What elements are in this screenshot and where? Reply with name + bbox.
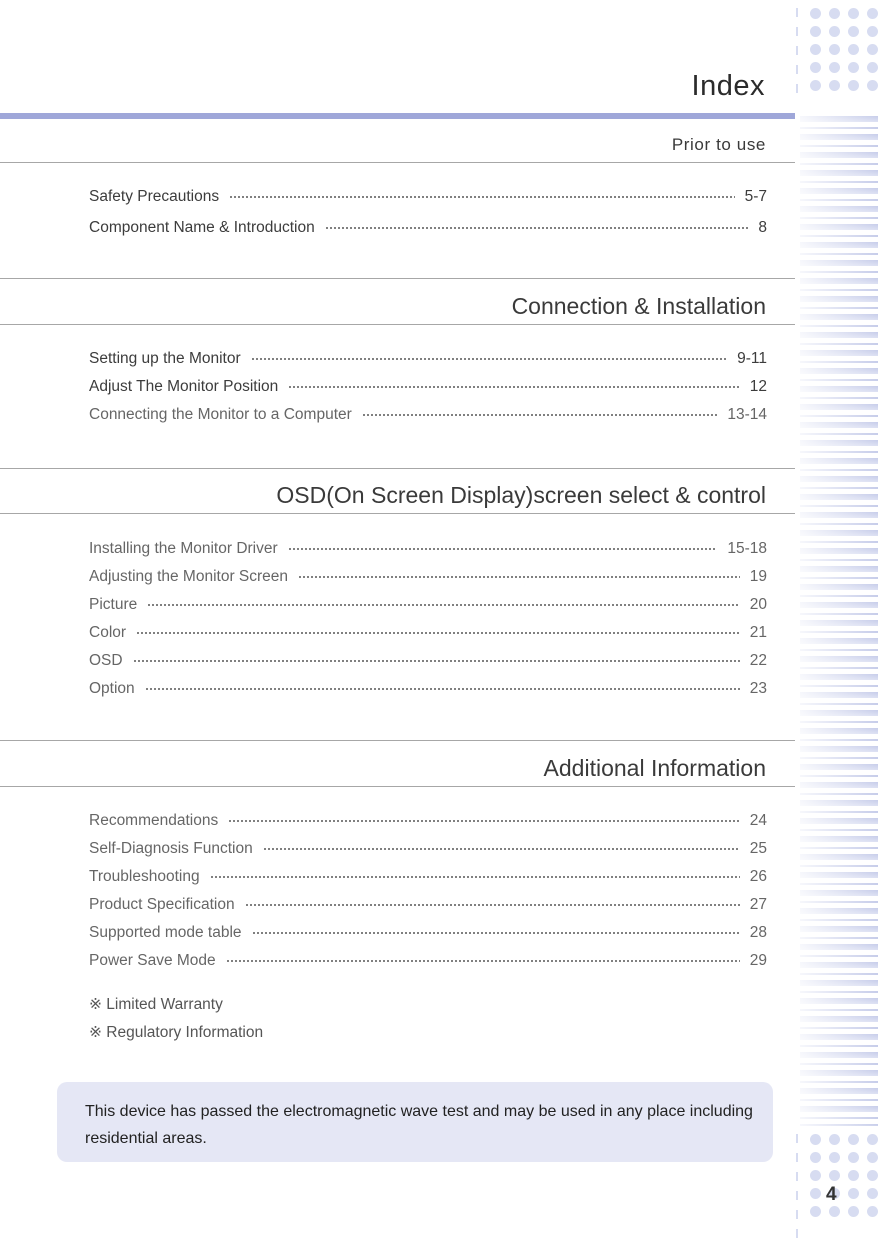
toc-entry-page: 27 bbox=[749, 896, 767, 913]
toc-entry-page: 24 bbox=[749, 812, 767, 829]
dot-leader bbox=[245, 904, 740, 906]
toc-entry[interactable] bbox=[89, 538, 767, 560]
toc-entry-page: 15-18 bbox=[727, 540, 767, 557]
dot-leader bbox=[229, 196, 734, 198]
section-title-connection: Connection & Installation bbox=[511, 293, 766, 319]
emc-notice-text: This device has passed the electromagnetic wave test and may be used in any place including residential areas. bbox=[85, 1103, 753, 1147]
toc-entry[interactable] bbox=[89, 348, 767, 370]
divider bbox=[0, 513, 795, 514]
toc-entry-label: OSD bbox=[89, 652, 123, 669]
toc-entry-label: Connecting the Monitor to a Computer bbox=[89, 406, 352, 423]
page-title: Index bbox=[691, 70, 765, 102]
toc-entry-page: 26 bbox=[749, 868, 767, 885]
toc-entry[interactable] bbox=[89, 678, 767, 700]
toc-entry[interactable] bbox=[89, 866, 767, 888]
toc-entry-label: Installing the Monitor Driver bbox=[89, 540, 278, 557]
toc-entry-page: 13-14 bbox=[727, 406, 767, 423]
toc-entry[interactable] bbox=[89, 404, 767, 426]
toc-entry-page: 20 bbox=[749, 596, 767, 613]
toc-entry[interactable] bbox=[89, 810, 767, 832]
toc-entry-label: Picture bbox=[89, 596, 138, 613]
toc-entry-page: 28 bbox=[749, 924, 767, 941]
dot-leader bbox=[136, 632, 740, 634]
divider bbox=[0, 468, 795, 469]
section-title-prior-to-use: Prior to use bbox=[671, 135, 766, 154]
toc-entry-page: 23 bbox=[749, 680, 767, 697]
decorative-side-strip bbox=[792, 0, 878, 1240]
dot-leader bbox=[226, 960, 740, 962]
toc-entry[interactable] bbox=[89, 594, 767, 616]
toc-entry[interactable] bbox=[89, 650, 767, 672]
toc-entry-label: Setting up the Monitor bbox=[89, 350, 241, 367]
title-rule bbox=[0, 113, 795, 119]
toc-entry[interactable] bbox=[89, 186, 767, 208]
toc-entry-label: Recommendations bbox=[89, 812, 219, 829]
toc-entry-label: Adjust The Monitor Position bbox=[89, 378, 279, 395]
dot-leader bbox=[298, 576, 740, 578]
toc-entry-label: Adjusting the Monitor Screen bbox=[89, 568, 289, 585]
toc-entry[interactable] bbox=[89, 922, 767, 944]
toc-entry-label: Self-Diagnosis Function bbox=[89, 840, 253, 857]
emc-notice-box bbox=[57, 1082, 773, 1162]
dot-leader bbox=[147, 604, 740, 606]
toc-entry[interactable] bbox=[89, 894, 767, 916]
dot-pattern-top bbox=[792, 0, 878, 110]
divider bbox=[0, 786, 795, 787]
divider bbox=[0, 740, 795, 741]
dot-leader bbox=[133, 660, 740, 662]
section-title-additional-info: Additional Information bbox=[543, 755, 766, 781]
note-regulatory-information[interactable]: ※ Regulatory Information bbox=[89, 1024, 264, 1041]
dot-leader bbox=[325, 227, 749, 229]
dot-leader bbox=[288, 386, 739, 388]
toc-entry-page: 8 bbox=[758, 219, 767, 236]
toc-entry[interactable] bbox=[89, 950, 767, 972]
toc-entry-page: 21 bbox=[749, 624, 767, 641]
toc-entry[interactable] bbox=[89, 217, 767, 239]
toc-entry-page: 5-7 bbox=[744, 188, 767, 205]
toc-entry-page: 9-11 bbox=[737, 350, 767, 367]
divider bbox=[0, 324, 795, 325]
toc-entry-label: Option bbox=[89, 680, 135, 697]
toc-entry-label: Safety Precautions bbox=[89, 188, 220, 205]
dot-leader bbox=[362, 414, 718, 416]
dot-leader bbox=[228, 820, 740, 822]
toc-entry-label: Component Name & Introduction bbox=[89, 219, 315, 236]
dot-leader bbox=[145, 688, 740, 690]
toc-entry-label: Supported mode table bbox=[89, 924, 242, 941]
toc-entry[interactable] bbox=[89, 838, 767, 860]
toc-entry-page: 22 bbox=[749, 652, 767, 669]
dot-leader bbox=[210, 876, 740, 878]
dot-leader bbox=[251, 358, 727, 360]
divider bbox=[0, 278, 795, 279]
note-limited-warranty[interactable]: ※ Limited Warranty bbox=[89, 996, 223, 1013]
divider bbox=[0, 162, 795, 163]
section-title-osd: OSD(On Screen Display)screen select & control bbox=[276, 482, 766, 508]
page-number: 4 bbox=[826, 1184, 837, 1205]
dot-leader bbox=[288, 548, 718, 550]
toc-entry-label: Color bbox=[89, 624, 127, 641]
toc-entry-label: Troubleshooting bbox=[89, 868, 200, 885]
dot-leader bbox=[252, 932, 740, 934]
toc-entry-page: 12 bbox=[749, 378, 767, 395]
toc-entry-label: Power Save Mode bbox=[89, 952, 216, 969]
toc-entry-label: Product Specification bbox=[89, 896, 235, 913]
toc-entry[interactable] bbox=[89, 566, 767, 588]
dot-leader bbox=[263, 848, 740, 850]
toc-entry[interactable] bbox=[89, 376, 767, 398]
toc-entry-page: 25 bbox=[749, 840, 767, 857]
toc-entry-page: 29 bbox=[749, 952, 767, 969]
toc-entry[interactable] bbox=[89, 622, 767, 644]
toc-entry-page: 19 bbox=[749, 568, 767, 585]
